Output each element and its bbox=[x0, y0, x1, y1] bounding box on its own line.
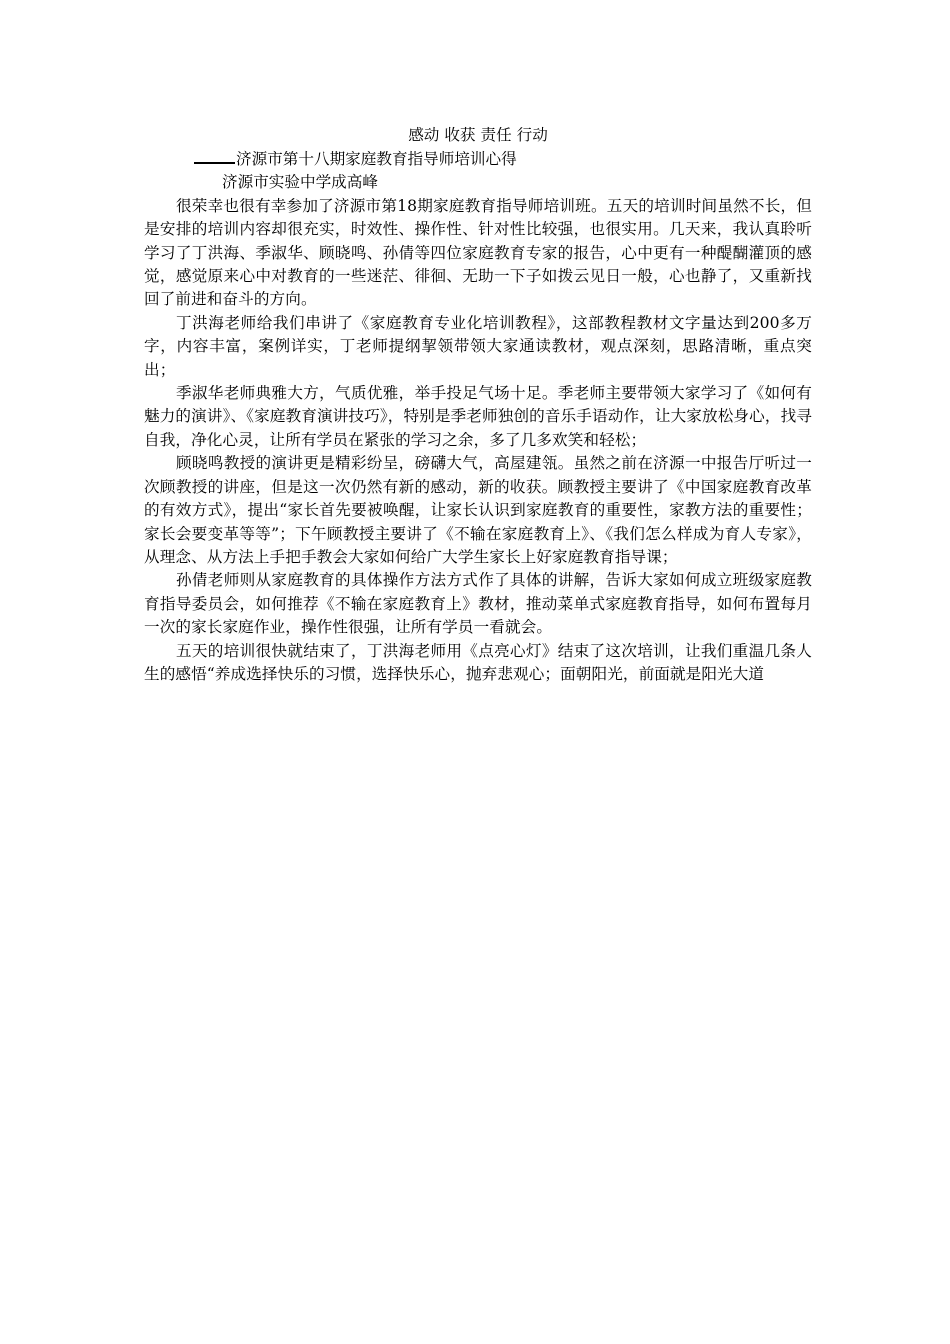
subtitle-text: 济源市第十八期家庭教育指导师培训心得 bbox=[236, 150, 517, 168]
subtitle-dash bbox=[194, 148, 235, 164]
paragraph: 很荣幸也很有幸参加了济源市第18期家庭教育指导师培训班。五天的培训时间虽然不长，但是安排的培训内容却很充实，时效性、操作性、针对性比较强，也很实用。几天来，我认真聆听学习了丁洪海、季淑华、顾晓鸣、孙倩等四位家庭教育专家的报告，心中更有一种醍醐灌顶的感觉，感觉原来心中对教育的一些迷茫、徘徊、无助一下子如拨云见日一般，心也静了，又重新找回了前进和奋斗的方向。 bbox=[144, 196, 812, 309]
paragraph: 丁洪海老师给我们串讲了《家庭教育专业化培训教程》，这部教程教材文字量达到200多万字，内容丰富，案例详实，丁老师提纲挈领带领大家通读教材，观点深刻，思路清晰，重点突出； bbox=[144, 313, 812, 379]
document-title: 感动 收获 责任 行动 bbox=[408, 126, 548, 144]
document-subtitle bbox=[144, 148, 812, 171]
document-page bbox=[144, 122, 812, 686]
document-author: 济源市实验中学成高峰 bbox=[222, 173, 378, 192]
paragraph: 季淑华老师典雅大方，气质优雅，举手投足气场十足。季老师主要带领大家学习了《如何有魅力的演讲》、《家庭教育演讲技巧》，特别是季老师独创的音乐手语动作，让大家放松身心，找寻自我，净化心灵，让所有学员在紧张的学习之余，多了几多欢笑和轻松； bbox=[144, 384, 812, 449]
paragraph: 顾晓鸣教授的演讲更是精彩纷呈，磅礴大气，高屋建瓴。虽然之前在济源一中报告厅听过一次顾教授的讲座，但是这一次仍然有新的感动，新的收获。顾教授主要讲了《中国家庭教育改革的有效方式》，提出“家长首先要被唤醒，让家长认识到家庭教育的重要性，家教方法的重要性；家长会要变革等等”；下午顾教授主要讲了《不输在家庭教育上》、《我们怎么样成为育人专家》，从理念、从方法上手把手教会大家如何给广大学生家长上好家庭教育指导课； bbox=[144, 454, 812, 566]
paragraph: 五天的培训很快就结束了，丁洪海老师用《点亮心灯》结束了这次培训，让我们重温几条人生的感悟“养成选择快乐的习惯，选择快乐心，抛弃悲观心；面朝阳光，前面就是阳光大道 bbox=[144, 641, 812, 683]
paragraph: 孙倩老师则从家庭教育的具体操作方法方式作了具体的讲解，告诉大家如何成立班级家庭教育指导委员会，如何推荐《不输在家庭教育上》教材，推动菜单式家庭教育指导，如何布置每月一次的家长家庭作业，操作性很强，让所有学员一看就会。 bbox=[144, 571, 812, 637]
